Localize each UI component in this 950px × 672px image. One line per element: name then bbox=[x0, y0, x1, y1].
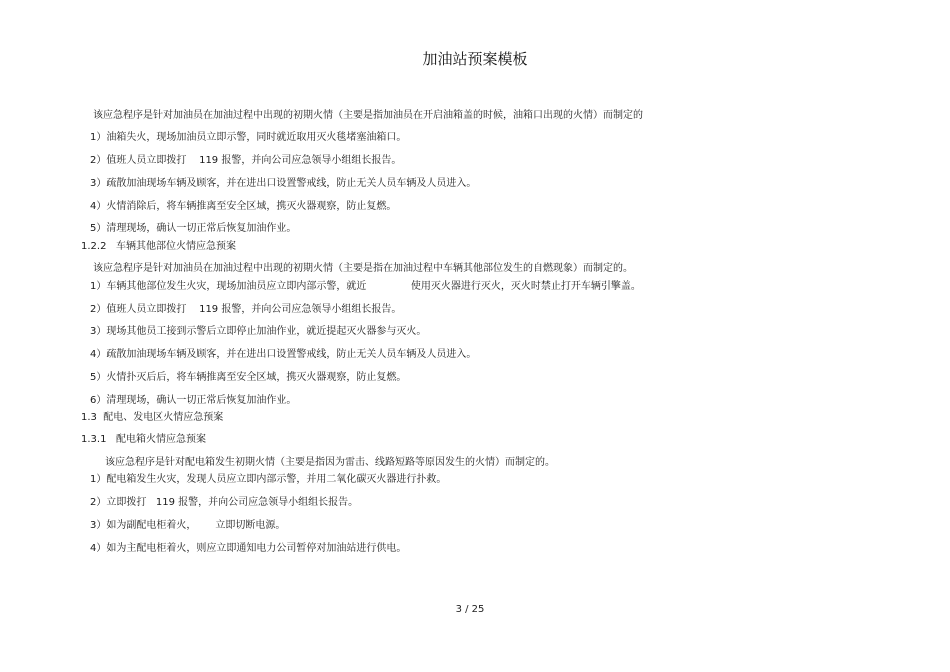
section-122-heading: 1.2.2 车辆其他部位火情应急预案 bbox=[81, 241, 236, 252]
section-131-step-4: 4）如为主配电柜着火，则应立即通知电力公司暂停对加油站进行供电。 bbox=[90, 543, 407, 554]
section-122-intro: 该应急程序是针对加油员在加油过程中出现的初期火情（主要是指在加油过程中车辆其他部位发生的自燃现象）而制定的。 bbox=[93, 263, 633, 274]
section-122-step-6: 6）清理现场，确认一切正常后恢复加油作业。 bbox=[90, 395, 297, 406]
section-13-heading: 1.3 配电、发电区火情应急预案 bbox=[81, 412, 224, 423]
section-122-step-3: 3）现场其他员工接到示警后立即停止加油作业，就近提起灭火器参与灭火。 bbox=[90, 326, 427, 337]
section-a-intro: 该应急程序是针对加油员在加油过程中出现的初期火情（主要是指加油员在开启油箱盖的时候，油箱口出现的火情）而制定的 bbox=[93, 110, 643, 121]
section-122-step-1: 1）车辆其他部位发生火灾，现场加油员应立即内部示警，就近 使用灭火器进行灭火，灭火时禁止打开车辆引擎盖。 bbox=[90, 281, 641, 292]
section-131-step-1: 1）配电箱发生火灾，发现人员应立即内部示警，并用二氧化碳灭火器进行扑救。 bbox=[90, 474, 447, 485]
section-122-step-5: 5）火情扑灭后后，将车辆推离至安全区域，携灭火器观察，防止复燃。 bbox=[90, 372, 407, 383]
section-122-step-4: 4）疏散加油现场车辆及顾客，并在进出口设置警戒线，防止无关人员车辆及人员进入。 bbox=[90, 349, 477, 360]
section-131-intro: 该应急程序是针对配电箱发生初期火情（主要是指因为雷击、线路短路等原因发生的火情）而制定的。 bbox=[105, 457, 555, 468]
section-a-step-3: 3）疏散加油现场车辆及顾客，并在进出口设置警戒线，防止无关人员车辆及人员进入。 bbox=[90, 178, 477, 189]
section-131-step-3: 3）如为副配电柜着火， 立即切断电源。 bbox=[90, 520, 286, 531]
document-title: 加油站预案模板 bbox=[422, 50, 528, 68]
section-a-step-4: 4）火情消除后，将车辆推离至安全区域，携灭火器观察，防止复燃。 bbox=[90, 201, 397, 212]
section-131-step-2: 2）立即拨打 119 报警，并向公司应急领导小组组长报告。 bbox=[90, 497, 359, 508]
section-a-step-2: 2）值班人员立即拨打 119 报警，并向公司应急领导小组组长报告。 bbox=[90, 155, 402, 166]
section-122-step-2: 2）值班人员立即拨打 119 报警，并向公司应急领导小组组长报告。 bbox=[90, 304, 402, 315]
section-131-heading: 1.3.1 配电箱火情应急预案 bbox=[81, 434, 206, 445]
section-a-step-5: 5）清理现场，确认一切正常后恢复加油作业。 bbox=[90, 223, 297, 234]
page-number: 3 / 25 bbox=[455, 604, 485, 615]
section-a-step-1: 1）油箱失火，现场加油员立即示警，同时就近取用灭火毯堵塞油箱口。 bbox=[90, 132, 407, 143]
